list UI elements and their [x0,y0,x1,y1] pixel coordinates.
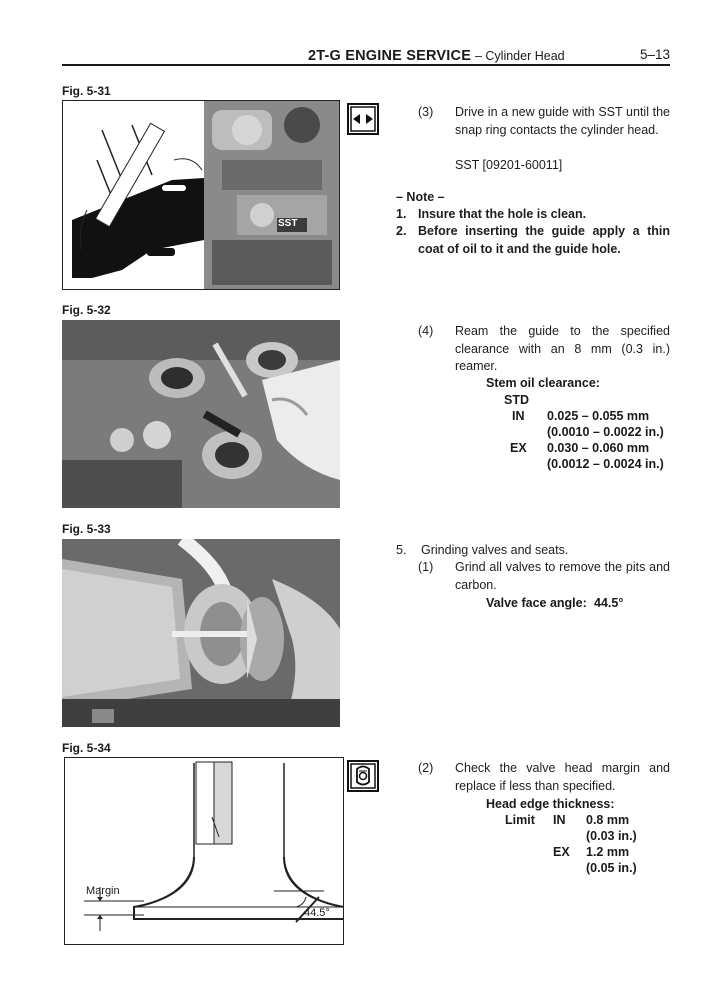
note-title: – Note – [396,190,445,204]
head-in-label: IN [553,813,566,827]
step-3-text: Drive in a new guide with SST until the snap ring contacts the cylinder head. [455,105,670,137]
in-clearance-mm: 0.025 – 0.055 mm [547,409,650,423]
step-5-text: Grinding valves and seats. [421,543,569,557]
in-clearance-in: (0.0010 – 0.0022 in.) [547,425,664,439]
note-item-2-number: 2. [396,224,407,238]
head-ex-label: EX [553,845,570,859]
angle-label: 44.5° [304,907,330,919]
valve-face-angle-label: Valve face angle: [486,596,587,610]
note-item-1-number: 1. [396,207,407,221]
fig-label-5-32: Fig. 5-32 [62,303,111,317]
limit-label: Limit [505,813,535,827]
figure-5-34 [64,757,344,945]
note-item-2-text: Before inserting the guide apply a thin coat of oil to it and the guide hole. [418,224,670,256]
header-subtitle: – Cylinder Head [474,49,565,63]
head-ex-in: (0.05 in.) [586,861,637,875]
ex-label: EX [510,441,527,455]
step-3-number: (3) [418,105,434,119]
in-label: IN [512,409,525,423]
step-4-text: Ream the guide to the specified clearance with an 8 mm (0.3 in.) reamer. [455,324,670,373]
figure-5-33 [62,539,340,727]
step-2-number: (2) [418,761,434,775]
step-3 [418,104,670,174]
ex-clearance-mm: 0.030 – 0.060 mm [547,441,650,455]
step-5-1-text: Grind all valves to remove the pits and carbon. [455,560,670,592]
ex-clearance-in: (0.0012 – 0.0024 in.) [547,457,664,471]
fig-label-5-34: Fig. 5-34 [62,741,111,755]
head-in-in: (0.03 in.) [586,829,637,843]
head-ex-mm: 1.2 mm [586,845,630,859]
measure-icon [347,760,379,792]
header-title: 2T-G ENGINE SERVICE [308,48,472,64]
step-5-number: 5. [396,543,407,557]
step-4 [418,323,670,373]
stem-oil-clearance-title: Stem oil clearance: [486,376,600,390]
figure-5-32 [62,320,340,508]
fig-label-5-33: Fig. 5-33 [62,522,111,536]
sst-callout: SST [278,218,298,229]
valve-face-angle-value: 44.5° [594,596,624,610]
step-2-text: Check the valve head margin and replace if less than specified. [455,761,670,793]
head-edge-thickness-title: Head edge thickness: [486,797,615,811]
header-rule [62,64,670,66]
page-header [308,47,670,64]
margin-label: Margin [86,885,120,897]
note-item-1-text: Insure that the hole is clean. [418,207,587,221]
step-5-1-number: (1) [418,560,434,574]
figure-5-31 [62,100,340,290]
head-in-mm: 0.8 mm [586,813,630,827]
press-in-icon [347,103,379,135]
page-number: 5–13 [639,47,670,62]
step-3-sst: SST [09201-60011] [455,158,563,172]
fig-label-5-31: Fig. 5-31 [62,84,111,98]
step-5-1 [418,559,670,599]
std-label: STD [504,393,529,407]
step-4-number: (4) [418,324,434,338]
step-2 [418,760,670,800]
